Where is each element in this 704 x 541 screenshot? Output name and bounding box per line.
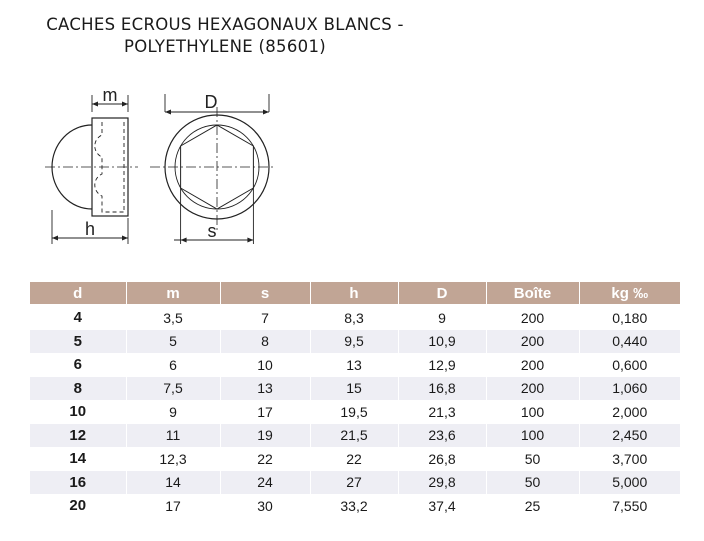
table-row xyxy=(30,494,680,518)
table-row xyxy=(30,424,680,448)
table-row xyxy=(30,400,680,424)
cell-boite: 200 xyxy=(486,377,579,401)
table-row xyxy=(30,471,680,495)
cell-D: 29,8 xyxy=(398,471,486,495)
cell-D: 9 xyxy=(398,304,486,330)
cell-boite: 50 xyxy=(486,447,579,471)
cell-D: 12,9 xyxy=(398,353,486,377)
cell-s: 7 xyxy=(220,304,310,330)
header-m: m xyxy=(126,282,220,304)
cell-d: 20 xyxy=(30,494,126,518)
label-D: D xyxy=(204,92,218,112)
table-header-row xyxy=(30,282,680,304)
cell-m: 17 xyxy=(126,494,220,518)
cell-d: 10 xyxy=(30,400,126,424)
cell-d: 6 xyxy=(30,353,126,377)
cell-h: 22 xyxy=(310,447,398,471)
title-line-2: POLYETHYLENE (85601) xyxy=(123,37,326,56)
cell-s: 13 xyxy=(220,377,310,401)
cell-m: 6 xyxy=(126,353,220,377)
cell-m: 3,5 xyxy=(126,304,220,330)
cell-D: 26,8 xyxy=(398,447,486,471)
cell-d: 12 xyxy=(30,424,126,448)
cell-s: 10 xyxy=(220,353,310,377)
cell-kg: 0,600 xyxy=(612,356,648,373)
title-line-1: CACHES ECROUS HEXAGONAUX BLANCS - xyxy=(46,15,404,34)
cell-s: 17 xyxy=(220,400,310,424)
cell-s: 30 xyxy=(220,494,310,518)
header-kg: kg ‰ xyxy=(579,282,680,304)
label-h: h xyxy=(84,219,96,239)
table-row xyxy=(30,330,680,354)
header-d: d xyxy=(30,282,126,304)
dimension-diagram xyxy=(40,82,280,252)
cell-D: 23,6 xyxy=(398,424,486,448)
header-D: D xyxy=(398,282,486,304)
cell-boite: 50 xyxy=(486,471,579,495)
label-s: s xyxy=(207,221,217,241)
label-m: m xyxy=(102,85,118,105)
cell-m: 9 xyxy=(126,400,220,424)
header-h: h xyxy=(310,282,398,304)
cell-D: 37,4 xyxy=(398,494,486,518)
cell-D: 21,3 xyxy=(398,400,486,424)
cell-s: 24 xyxy=(220,471,310,495)
cell-h: 8,3 xyxy=(310,304,398,330)
cell-s: 8 xyxy=(220,330,310,354)
cell-boite: 200 xyxy=(486,353,579,377)
specification-table xyxy=(30,282,680,518)
cell-kg: 0,440 xyxy=(579,330,680,354)
cell-boite: 100 xyxy=(486,400,579,424)
cell-kg: 5,000 xyxy=(579,471,680,495)
cell-d: 5 xyxy=(30,330,126,354)
cell-boite: 25 xyxy=(486,494,579,518)
cell-h: 27 xyxy=(310,471,398,495)
cell-m: 7,5 xyxy=(126,377,220,401)
cell-kg: 0,180 xyxy=(612,309,648,326)
table-row xyxy=(30,377,680,401)
cell-h: 9,5 xyxy=(310,330,398,354)
cell-h: 15 xyxy=(310,377,398,401)
table-row xyxy=(30,353,680,377)
cell-d: 14 xyxy=(30,447,126,471)
cell-boite: 200 xyxy=(486,304,579,330)
cell-boite: 200 xyxy=(486,330,579,354)
cell-boite: 100 xyxy=(486,424,579,448)
cell-h: 21,5 xyxy=(310,424,398,448)
cell-h: 19,5 xyxy=(310,400,398,424)
cell-kg: 3,700 xyxy=(612,450,648,467)
cell-s: 19 xyxy=(220,424,310,448)
cell-D: 16,8 xyxy=(398,377,486,401)
cell-kg: 1,060 xyxy=(579,377,680,401)
header-s: s xyxy=(220,282,310,304)
cell-d: 8 xyxy=(30,377,126,401)
cell-kg: 2,000 xyxy=(612,403,648,420)
cell-d: 4 xyxy=(30,304,126,330)
cell-kg: 2,450 xyxy=(579,424,680,448)
cell-h: 13 xyxy=(310,353,398,377)
technical-drawing xyxy=(40,82,280,252)
table-row xyxy=(30,304,680,330)
cell-m: 5 xyxy=(126,330,220,354)
cell-s: 22 xyxy=(220,447,310,471)
cell-m: 12,3 xyxy=(126,447,220,471)
table-row xyxy=(30,447,680,471)
cell-m: 14 xyxy=(126,471,220,495)
cell-m: 11 xyxy=(126,424,220,448)
cell-d: 16 xyxy=(30,471,126,495)
cell-kg: 7,550 xyxy=(612,497,648,514)
cell-D: 10,9 xyxy=(398,330,486,354)
page-title xyxy=(20,14,430,58)
cell-h: 33,2 xyxy=(310,494,398,518)
header-boite: Boîte xyxy=(486,282,579,304)
